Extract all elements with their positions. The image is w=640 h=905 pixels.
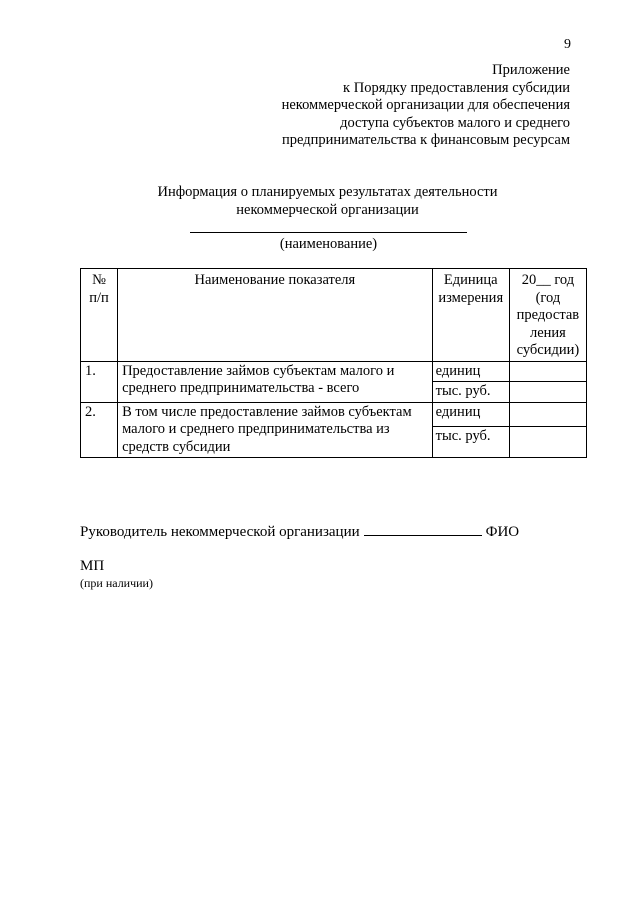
header-indicator: Наименование показателя xyxy=(118,269,433,362)
title-line: некоммерческой организации xyxy=(236,201,419,218)
row-unit: единиц xyxy=(432,402,509,427)
stamp-place: МП xyxy=(80,558,105,574)
table-header-row xyxy=(81,269,587,362)
header-unit: Единица измерения xyxy=(432,269,509,362)
row-unit: тыс. руб. xyxy=(432,382,509,403)
signature-line xyxy=(80,521,519,541)
appendix-line: Приложение xyxy=(492,62,570,78)
stamp-note: (при наличии) xyxy=(80,576,153,590)
row-indicator: Предоставление займов субъектам малого и среднего предпринимательства - всего xyxy=(118,361,433,402)
page-number: 9 xyxy=(564,37,571,52)
title-line: Информация о планируемых результатах деятельности xyxy=(157,184,498,200)
header-num: № п/п xyxy=(81,269,118,362)
appendix-line: предпринимательства к финансовым ресурсам xyxy=(281,132,570,149)
table-row xyxy=(81,402,587,427)
row-num: 2. xyxy=(81,402,118,458)
row-value-cell xyxy=(509,402,586,427)
signature-blank xyxy=(364,521,482,536)
appendix-line: доступа субъектов малого и среднего xyxy=(340,114,570,131)
document-title xyxy=(100,184,555,219)
row-value-cell xyxy=(509,382,586,403)
results-table xyxy=(80,268,587,458)
row-unit: тыс. руб. xyxy=(432,427,509,458)
row-value-cell xyxy=(509,427,586,458)
table-row xyxy=(81,361,587,382)
organization-name-caption: (наименование) xyxy=(279,236,378,252)
organization-name-line xyxy=(190,232,467,233)
row-unit: единиц xyxy=(432,361,509,382)
appendix-header xyxy=(210,62,570,150)
row-num: 1. xyxy=(81,361,118,402)
row-value-cell xyxy=(509,361,586,382)
row-indicator: В том числе предоставление займов субъектам малого и среднего предпринимательства из средств субсидии xyxy=(118,402,433,458)
header-year: 20__ год (год предостав ления субсидии) xyxy=(509,269,586,362)
appendix-line: некоммерческой организации для обеспечения xyxy=(281,97,570,114)
signature-label: Руководитель некоммерческой организации xyxy=(80,524,360,540)
appendix-line: к Порядку предоставления субсидии xyxy=(343,79,570,96)
signature-fio: ФИО xyxy=(485,524,520,540)
